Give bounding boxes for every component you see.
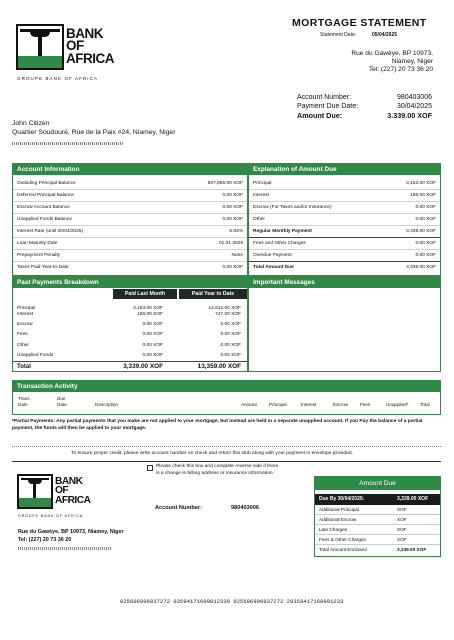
stub-account-number: 980403006	[231, 505, 259, 511]
past-row-label: Fees	[17, 332, 28, 337]
past-payments-section	[12, 276, 248, 372]
customer-barcode-scribble	[12, 142, 124, 145]
stub-amount-due-box	[314, 476, 441, 557]
table-row: Additional Escrow XOF	[315, 515, 440, 525]
past-row-label: Unapplied Funds	[17, 353, 54, 358]
payment-due-date-label: Payment Due Date:	[297, 103, 359, 110]
stub-logo-line2: OF	[55, 485, 69, 497]
bank-phone: Tel: (227) 20 73 36 20	[368, 66, 433, 73]
checkbox-text-line2: is a change in billing address or insurance information.	[156, 471, 274, 476]
checkbox-text-line1: Please check this box and complete reverse side if there	[156, 464, 279, 469]
table-row: Principal 3,153.00 XOF	[249, 178, 440, 190]
stub-divider	[12, 461, 441, 462]
logo-emblem	[16, 24, 64, 70]
table-row: Additional Principal XOF	[315, 505, 440, 515]
past-total-last: 3,339.00 XOF	[123, 363, 163, 370]
logo-line1: BANK	[66, 26, 103, 41]
stub-logo-emblem	[17, 474, 53, 509]
table-row: Overdue Payment 0.00 XOF	[249, 250, 440, 262]
table-row: Outsiding Principal Balance 507,855.00 XOF	[13, 178, 247, 190]
statement-date: 05/04/2025	[372, 32, 398, 38]
paid-last-month-header: Paid Last Month	[113, 289, 177, 299]
table-row: Loan Maturity Date 01.01.2025	[13, 238, 247, 250]
past-row-last: 0.00 XOF	[142, 332, 163, 337]
past-row-last: 3,153.00 XOF	[133, 306, 163, 311]
past-row-label: Other	[17, 343, 29, 348]
col-due: Due Date	[57, 396, 67, 407]
past-row-last: 186.00 XOF	[137, 312, 163, 317]
amount-due-label: Amount Due:	[297, 111, 343, 120]
past-row-ytd: 0.00 XOF	[220, 353, 241, 358]
past-row-ytd: 0.00 XOF	[220, 322, 241, 327]
account-number: 980403006	[396, 94, 432, 101]
address-change-checkbox[interactable]	[147, 465, 153, 471]
explanation-heading: Explanation of Amount Due	[249, 164, 440, 175]
page-title: MORTGAGE STATEMENT	[292, 17, 427, 29]
past-row-ytd: 0.00 XOF	[220, 332, 241, 337]
table-row: Taxes Paid Year-to-Date 0.00 XOF	[17, 265, 243, 270]
important-messages-section	[248, 276, 441, 372]
stub-barcode-scribble	[18, 547, 112, 550]
important-messages-heading: Important Messages	[249, 277, 440, 288]
partial-payments-note: *Partial Payments: Any partial payments that you make are not applied to your mortgage, but instead are held in a separate unapplied account. If you Pay the balance of a partial payment, the funds will then be applied to your mortgage.	[12, 419, 423, 431]
col-interest: Interest	[301, 402, 317, 407]
stub-instruction: To ensure proper credit, please write account number on check and return this stub along with your payment in envelope provided.	[71, 451, 353, 456]
stub-account-label: Account Number:	[155, 505, 202, 511]
col-description: Description	[95, 402, 118, 407]
logo-line2: OF	[66, 38, 84, 54]
past-row-ytd: 747.00 XOF	[215, 312, 241, 317]
table-row: Fees and Other Charges 0.00 XOF	[249, 238, 440, 250]
past-row-last: 0.00 XOF	[142, 343, 163, 348]
account-number-label: Account Number:	[297, 94, 352, 101]
table-row: Deferred Principal Balance 0.00 XOF	[13, 190, 247, 202]
past-row-last: 0.00 XOF	[142, 353, 163, 358]
table-row: Prepayment Penalty None	[13, 250, 247, 262]
account-information-heading: Account Information	[13, 164, 247, 175]
col-escrow: Escrow	[333, 402, 349, 407]
past-payments-heading: Past Payments Breakdown	[13, 277, 247, 288]
ocr-barcode-line: 025606906037272 03594171609012330 025606906037272 20359417160901233	[120, 599, 344, 605]
customer-name: John Citizen	[12, 120, 50, 127]
stub-due-by-row: Due By 30/04/2025: 3,339.00 XOF	[315, 494, 440, 505]
table-row: Regular Monthly Payment 3,339.00 XOF	[249, 226, 440, 238]
past-total-label: Total	[17, 364, 31, 370]
stub-logo-tagline: GROUPE BANK OF AFRICA	[18, 514, 84, 518]
table-row: Fees & Other Charges XOF	[315, 535, 440, 545]
col-total: Total	[420, 402, 430, 407]
past-row-label: Escrow	[17, 322, 33, 327]
table-row: Total Amount Due 3,339.00 XOF	[253, 265, 436, 270]
table-row: Escrow Account Balance 0.00 XOF	[13, 202, 247, 214]
payment-due-date: 30/04/2025	[396, 103, 432, 110]
past-row-label: Interest	[17, 312, 33, 317]
stub-address: Rue du Gawèye, BP 10973, Niamey, Niger	[18, 529, 124, 535]
col-fees: Fees	[360, 402, 371, 407]
transaction-activity-heading: Transaction Activity	[13, 381, 440, 392]
table-row: Late Charges XOF	[315, 525, 440, 535]
table-row: Interest 186.00 XOF	[249, 190, 440, 202]
stub-logo-line3: AFRICA	[55, 494, 91, 506]
paid-ytd-header: Paid Year to Date	[179, 289, 247, 299]
table-row: Escrow (For Taxes and/or Insurance) 0.00 XOF	[249, 202, 440, 214]
stub-amount-due-heading: Amount Due	[315, 477, 440, 490]
table-row: Unapplied Funds Balance 0.00 XOF	[13, 214, 247, 226]
table-row: Total Amount Enclosed 3,339.00 XOF	[319, 547, 427, 552]
logo-line3: AFRICA	[66, 50, 114, 66]
bank-address-line2: Niamey, Niger	[391, 58, 433, 65]
account-information-section	[12, 163, 248, 276]
col-principal: Principal	[269, 402, 287, 407]
table-row: Other 0.00 XOF	[249, 214, 440, 226]
past-row-ytd: 12,612.00 XOF	[208, 306, 241, 311]
past-total-ytd: 13,359.00 XOF	[197, 363, 241, 370]
customer-address: Quartier Soudouré, Rue de la Paix #24, Niamey, Niger	[12, 129, 176, 136]
statement-date-label: Statement Date:	[320, 32, 357, 38]
past-row-ytd: 0.00 XOF	[220, 343, 241, 348]
explanation-section	[248, 163, 441, 276]
col-amount: Amount	[241, 402, 257, 407]
table-row: Interest Rate (until 30/04/2025) 5.93%	[13, 226, 247, 238]
logo-tagline: GROUPE BANK OF AFRICA	[17, 76, 99, 81]
col-unapplied: Unapplied*	[386, 402, 409, 407]
stub-phone: Tel: (227) 20 73 36 20	[18, 537, 72, 543]
stub-logo-line1: BANK	[55, 476, 83, 487]
amount-due: 3.339.00 XOF	[387, 111, 432, 120]
bank-address-line1: Rue du Gawèye, BP 10973,	[351, 50, 433, 57]
past-row-last: 0.00 XOF	[142, 322, 163, 327]
col-trans: Trans. Date	[18, 396, 31, 407]
tear-line	[12, 446, 441, 447]
transaction-activity-section	[12, 380, 441, 415]
past-row-label: Principal	[17, 306, 36, 311]
